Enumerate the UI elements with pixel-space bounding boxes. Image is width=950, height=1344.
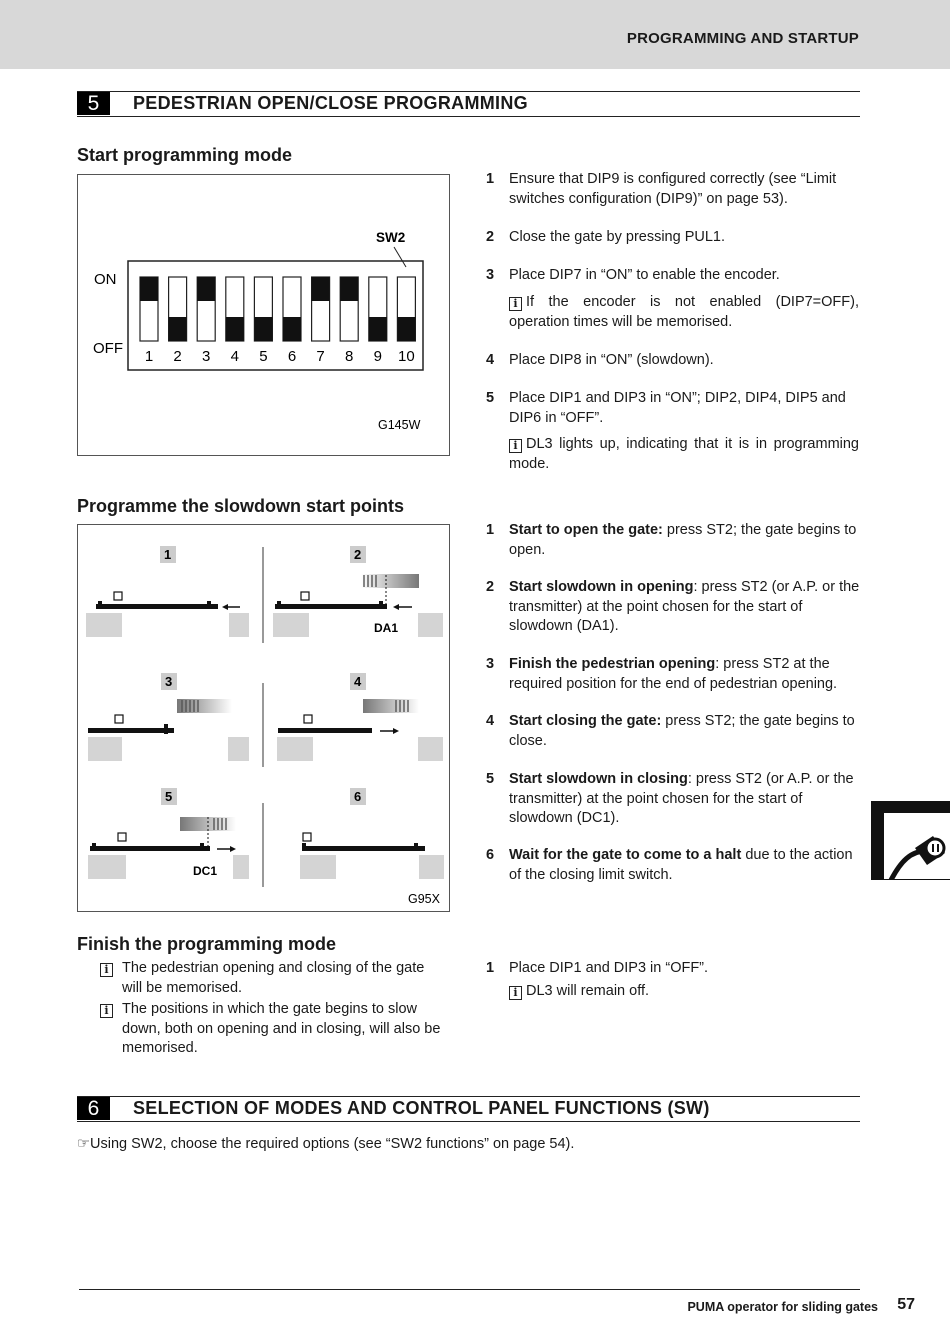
step-text: Place DIP8 in “ON” (slowdown). xyxy=(509,352,714,368)
section-title: PEDESTRIAN OPEN/CLOSE PROGRAMMING xyxy=(133,93,528,113)
step-number: 2 xyxy=(486,229,495,245)
section-title: SELECTION OF MODES AND CONTROL PANEL FUNCTIONS (SW) xyxy=(133,1098,710,1118)
dip-number: 2 xyxy=(173,348,182,365)
dip-number: 3 xyxy=(202,348,211,365)
info-icon: i xyxy=(509,297,522,311)
start-step-2 xyxy=(486,228,860,248)
dip-switch-8 xyxy=(340,277,358,365)
section-6-text xyxy=(77,1135,777,1155)
dip-switch-4 xyxy=(226,277,244,365)
step-text xyxy=(509,712,860,751)
step-note xyxy=(509,982,860,1002)
step-note-text: DL3 lights up, indicating that it is in programming mode. xyxy=(509,436,859,472)
step-rest-text: : press ST2 at the required position for the end of pedestrian opening. xyxy=(509,656,838,692)
step-text xyxy=(509,846,860,885)
step-number: 3 xyxy=(486,267,495,283)
off-label: OFF xyxy=(93,340,123,357)
finish-step xyxy=(486,959,860,1001)
info-icon: i xyxy=(509,439,522,453)
section-6-heading xyxy=(77,1096,860,1122)
dip-number: 1 xyxy=(144,348,154,365)
start-step-1 xyxy=(486,170,860,209)
footer-rule xyxy=(79,1289,860,1290)
step-text xyxy=(509,655,860,694)
panel-label-6: 6 xyxy=(354,789,362,804)
step-text: Close the gate by pressing PUL1. xyxy=(509,229,726,245)
side-tab xyxy=(871,801,950,880)
plug-icon xyxy=(871,801,950,880)
gate-sequence-diagram xyxy=(78,525,449,911)
finish-note-2 xyxy=(100,1000,450,1056)
section-number: 5 xyxy=(77,92,110,115)
dip-number: 6 xyxy=(287,348,297,365)
step-bold-text: Start to open the gate: xyxy=(509,522,663,538)
finish-note-text: The pedestrian opening and closing of the gate will be memorised. xyxy=(122,960,425,996)
step-bold-text: Wait for the gate to come to a halt xyxy=(509,847,742,863)
step-rest-text: : press ST2 (or A.P. or the transmitter) at the point chosen for the start of slowdown (DA1). xyxy=(509,579,860,634)
step-number: 4 xyxy=(486,713,495,729)
dip-number: 8 xyxy=(345,348,354,365)
on-label: ON xyxy=(94,271,117,288)
dip-switch-7 xyxy=(312,277,330,365)
panel-label-1: 1 xyxy=(164,547,172,562)
step-number: 1 xyxy=(486,522,495,538)
panel-label-5: 5 xyxy=(165,789,173,804)
dc1-label: DC1 xyxy=(193,864,218,878)
step-bold-text: Start slowdown in closing xyxy=(509,771,688,787)
start-step-3 xyxy=(486,266,860,286)
slowdown-step-6 xyxy=(486,846,860,885)
finish-note-1 xyxy=(100,959,450,996)
da1-label: DA1 xyxy=(374,621,399,635)
panel-label-2: 2 xyxy=(354,547,362,562)
panel-label-3: 3 xyxy=(165,674,173,689)
start-mode-heading: Start programming mode xyxy=(77,145,293,165)
slowdown-step-4 xyxy=(486,712,860,751)
dip-number: 10 xyxy=(398,348,415,365)
dip-switch-5 xyxy=(254,277,272,365)
sw2-label: SW2 xyxy=(376,230,406,245)
dip-switch-figure xyxy=(77,174,450,456)
step-number: 1 xyxy=(486,960,495,976)
header-title: PROGRAMMING AND STARTUP xyxy=(626,30,859,47)
dip-number: 7 xyxy=(316,348,325,365)
step-number: 5 xyxy=(486,771,495,787)
step-number: 4 xyxy=(486,352,495,368)
step-number: 5 xyxy=(486,390,495,406)
step-bold-text: Start slowdown in opening xyxy=(509,579,694,595)
dip-number: 4 xyxy=(230,348,239,365)
step-number: 2 xyxy=(486,579,495,595)
slowdown-step-5 xyxy=(486,770,860,829)
step-rest-text: due to the action of the closing limit switch. xyxy=(509,847,853,883)
start-step-4 xyxy=(486,351,860,371)
page-number: 57 xyxy=(897,1296,915,1313)
slowdown-step-2 xyxy=(486,578,860,637)
figure-code: G95X xyxy=(408,892,440,906)
footer-title: PUMA operator for sliding gates xyxy=(687,1300,878,1314)
info-icon: i xyxy=(100,1004,113,1018)
dip-switch-diagram xyxy=(78,175,449,455)
step-rest-text: press ST2; the gate begins to open. xyxy=(509,522,857,558)
dip-switch-1 xyxy=(140,277,158,365)
step-bold-text: Start closing the gate: xyxy=(509,713,662,729)
info-icon: i xyxy=(100,963,113,977)
dip-number: 9 xyxy=(373,348,382,365)
slowdown-figure xyxy=(77,524,450,912)
step-note xyxy=(509,435,859,474)
slowdown-step-1 xyxy=(486,521,860,560)
pointing-hand-icon: ☞ xyxy=(77,1136,90,1152)
section-5-heading xyxy=(77,91,860,117)
step-bold-text: Finish the pedestrian opening xyxy=(509,656,716,672)
dip-switch-10 xyxy=(397,277,415,365)
slowdown-heading: Programme the slowdown start points xyxy=(77,496,405,516)
step-note xyxy=(509,293,859,332)
step-text: Place DIP7 in “ON” to enable the encoder. xyxy=(509,267,780,283)
step-number: 3 xyxy=(486,656,495,672)
panel-label-4: 4 xyxy=(354,674,362,689)
section-number: 6 xyxy=(77,1097,110,1120)
dip-number: 5 xyxy=(259,348,268,365)
finish-note-text: The positions in which the gate begins to slow down, both on opening and in closing, will also be memorised. xyxy=(122,1001,441,1056)
dip-switch-6 xyxy=(283,277,301,365)
step-note-text: DL3 will remain off. xyxy=(526,982,650,999)
step-text: Place DIP1 and DIP3 in “OFF”. xyxy=(509,960,709,976)
figure-code: G145W xyxy=(378,418,421,432)
finish-heading: Finish the programming mode xyxy=(77,934,337,954)
step-rest-text: press ST2; the gate begins to close. xyxy=(509,713,855,749)
step-text: Ensure that DIP9 is configured correctly (see “Limit switches configuration (DIP9)” on page 53). xyxy=(509,171,837,207)
step-text xyxy=(509,521,860,560)
step-note-text: If the encoder is not enabled (DIP7=OFF), operation times will be memorised. xyxy=(509,294,859,330)
dip-switch-9 xyxy=(369,277,387,365)
info-icon: i xyxy=(509,986,522,1000)
step-text xyxy=(509,578,860,637)
step-rest-text: : press ST2 (or A.P. or the transmitter) at the point chosen for the start of slowdown (DC1). xyxy=(509,771,854,826)
dip-switch-3 xyxy=(197,277,215,365)
step-text xyxy=(509,770,860,829)
section-6-body: Using SW2, choose the required options (see “SW2 functions” on page 54). xyxy=(90,1136,575,1152)
step-text: Place DIP1 and DIP3 in “ON”; DIP2, DIP4, DIP5 and DIP6 in “OFF”. xyxy=(509,390,846,426)
step-number: 6 xyxy=(486,847,495,863)
dip-switch-2 xyxy=(169,277,187,365)
step-number: 1 xyxy=(486,171,495,187)
start-step-5 xyxy=(486,389,860,428)
slowdown-step-3 xyxy=(486,655,860,694)
